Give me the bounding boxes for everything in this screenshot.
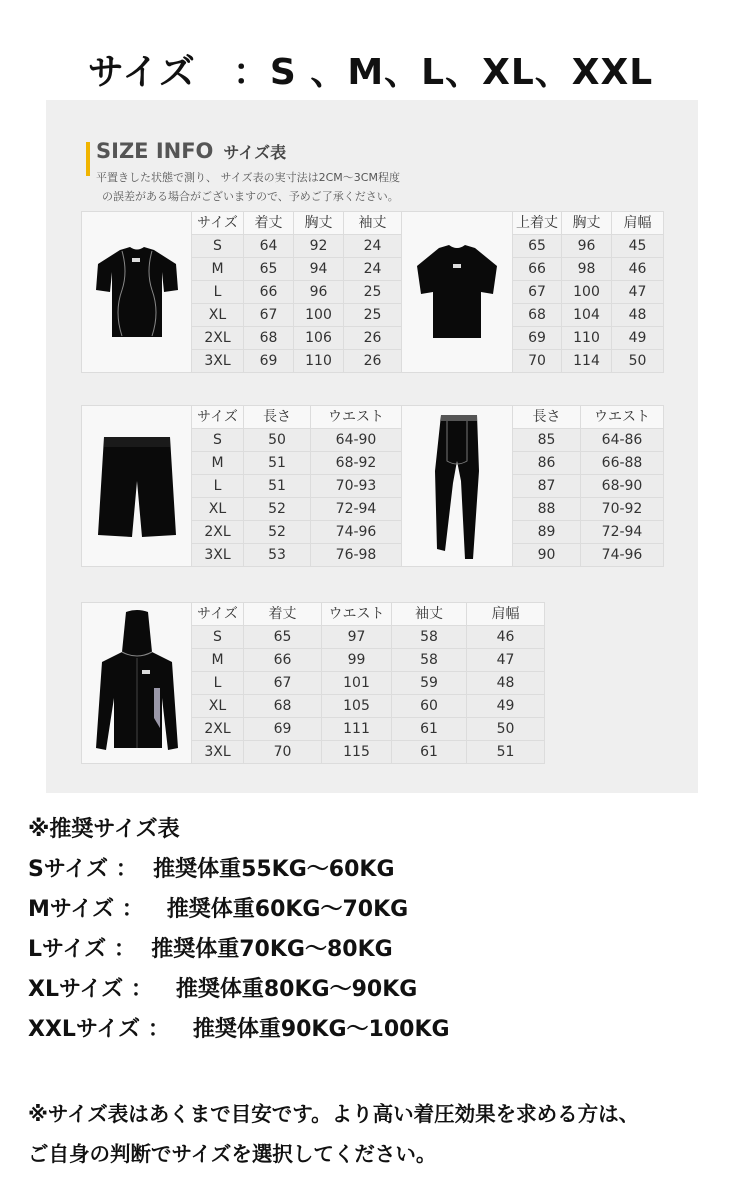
cell: 64-90: [311, 429, 402, 452]
cell: 53: [244, 544, 311, 567]
cell: 68: [244, 695, 322, 718]
cell: 60: [392, 695, 467, 718]
cell: 64-86: [581, 429, 664, 452]
cell: 88: [513, 498, 581, 521]
cell: 100: [562, 281, 612, 304]
cell: 70: [513, 350, 562, 373]
col-header: 長さ: [513, 406, 581, 429]
cell: 101: [322, 672, 392, 695]
cell: 100: [294, 304, 344, 327]
cell: 85: [513, 429, 581, 452]
col-header: 肩幅: [467, 603, 545, 626]
cell: 110: [294, 350, 344, 373]
cell: 68: [513, 304, 562, 327]
cell: 2XL: [192, 521, 244, 544]
cell: 25: [344, 304, 402, 327]
cell: 2XL: [192, 718, 244, 741]
cell: 61: [392, 718, 467, 741]
cell: 99: [322, 649, 392, 672]
cell: 51: [244, 475, 311, 498]
accent-bar: [86, 142, 90, 176]
cell: 69: [244, 718, 322, 741]
measurement-note: [96, 168, 400, 206]
size-info-heading: [96, 139, 286, 163]
cell: 72-94: [581, 521, 664, 544]
cell: 58: [392, 649, 467, 672]
col-header: 袖丈: [392, 603, 467, 626]
cell: 47: [612, 281, 664, 304]
cell: 3XL: [192, 741, 244, 764]
cell: 3XL: [192, 350, 244, 373]
col-header: 胸丈: [294, 212, 344, 235]
cell: 51: [244, 452, 311, 475]
cell: 51: [467, 741, 545, 764]
cell: 25: [344, 281, 402, 304]
recommended-line-m: Mサイズ ： 推奨体重60KG～70KG: [28, 897, 409, 922]
cell: L: [192, 672, 244, 695]
cell: 70-92: [581, 498, 664, 521]
cell: 68: [244, 327, 294, 350]
col-header: 肩幅: [612, 212, 664, 235]
cell: 68-92: [311, 452, 402, 475]
cell: 48: [612, 304, 664, 327]
cell: 97: [322, 626, 392, 649]
cell: 2XL: [192, 327, 244, 350]
cell: 49: [467, 695, 545, 718]
size-info-heading-en: SIZE INFO: [96, 139, 214, 163]
recommended-heading: ※推奨サイズ表: [28, 817, 180, 842]
loose-tee-icon: [411, 242, 503, 342]
cell: 66: [244, 649, 322, 672]
cell: 87: [513, 475, 581, 498]
cell: 52: [244, 521, 311, 544]
size-info-heading-jp: サイズ表: [223, 143, 287, 162]
cell: 50: [467, 718, 545, 741]
tights-image: [402, 406, 513, 567]
hoodie-image: [82, 603, 192, 764]
cell: 98: [562, 258, 612, 281]
cell: XL: [192, 304, 244, 327]
cell: S: [192, 429, 244, 452]
cell: 50: [244, 429, 311, 452]
cell: 96: [562, 235, 612, 258]
cell: 65: [244, 626, 322, 649]
cell: 90: [513, 544, 581, 567]
cell: M: [192, 258, 244, 281]
size-table-bottoms: [81, 405, 664, 567]
cell: 70-93: [311, 475, 402, 498]
col-header: 上着丈: [513, 212, 562, 235]
cell: XL: [192, 498, 244, 521]
size-table-hoodie: [81, 602, 545, 764]
cell: L: [192, 475, 244, 498]
col-header: ウエスト: [322, 603, 392, 626]
cell: 64: [244, 235, 294, 258]
cell: 47: [467, 649, 545, 672]
recommended-line-xxl: XXLサイズ ： 推奨体重90KG～100KG: [28, 1017, 450, 1042]
recommended-size-list: [28, 810, 450, 1050]
cell: 76-98: [311, 544, 402, 567]
cell: 66: [513, 258, 562, 281]
cell: 74-96: [311, 521, 402, 544]
col-header: 袖丈: [344, 212, 402, 235]
recommended-line-xl: XLサイズ ： 推奨体重80KG～90KG: [28, 977, 418, 1002]
tights-icon: [427, 411, 487, 561]
cell: 45: [612, 235, 664, 258]
cell: 26: [344, 327, 402, 350]
measurement-note-line1: 平置きした状態で測り、 サイズ表の実寸法は2CM～3CM程度: [96, 171, 400, 184]
col-header: サイズ: [192, 603, 244, 626]
cell: 3XL: [192, 544, 244, 567]
hoodie-icon: [92, 608, 182, 758]
recommended-line-s: Sサイズ ： 推奨体重55KG～60KG: [28, 857, 395, 882]
cell: 49: [612, 327, 664, 350]
cell: 48: [467, 672, 545, 695]
col-header: 着丈: [244, 603, 322, 626]
col-header: 着丈: [244, 212, 294, 235]
cell: 61: [392, 741, 467, 764]
cell: 94: [294, 258, 344, 281]
disclaimer-line2: ご自身の判断でサイズを選択してください。: [28, 1142, 437, 1166]
cell: 96: [294, 281, 344, 304]
col-header: ウエスト: [311, 406, 402, 429]
cell: 66-88: [581, 452, 664, 475]
cell: 68-90: [581, 475, 664, 498]
cell: 65: [513, 235, 562, 258]
cell: 111: [322, 718, 392, 741]
cell: 72-94: [311, 498, 402, 521]
disclaimer-line1: ※サイズ表はあくまで目安です。より高い着圧効果を求める方は、: [28, 1102, 640, 1126]
cell: 74-96: [581, 544, 664, 567]
cell: 67: [244, 304, 294, 327]
col-header: サイズ: [192, 212, 244, 235]
cell: 65: [244, 258, 294, 281]
cell: L: [192, 281, 244, 304]
cell: 50: [612, 350, 664, 373]
col-header: 胸丈: [562, 212, 612, 235]
cell: 66: [244, 281, 294, 304]
cell: 89: [513, 521, 581, 544]
cell: S: [192, 235, 244, 258]
cell: 92: [294, 235, 344, 258]
cell: 59: [392, 672, 467, 695]
cell: S: [192, 626, 244, 649]
shorts-icon: [94, 431, 180, 541]
cell: M: [192, 452, 244, 475]
cell: 106: [294, 327, 344, 350]
compression-shirt-icon: [92, 242, 182, 342]
cell: 46: [467, 626, 545, 649]
col-header: 長さ: [244, 406, 311, 429]
cell: 86: [513, 452, 581, 475]
cell: 67: [244, 672, 322, 695]
recommended-line-l: Lサイズ ： 推奨体重70KG～80KG: [28, 937, 393, 962]
cell: 24: [344, 235, 402, 258]
cell: 26: [344, 350, 402, 373]
cell: 52: [244, 498, 311, 521]
shorts-image: [82, 406, 192, 567]
cell: 46: [612, 258, 664, 281]
cell: 67: [513, 281, 562, 304]
cell: 114: [562, 350, 612, 373]
cell: 105: [322, 695, 392, 718]
cell: 104: [562, 304, 612, 327]
disclaimer: [28, 1094, 639, 1174]
compression-shirt-image: [82, 212, 192, 373]
col-header: サイズ: [192, 406, 244, 429]
cell: 69: [244, 350, 294, 373]
cell: 24: [344, 258, 402, 281]
loose-tee-image: [402, 212, 513, 373]
cell: 110: [562, 327, 612, 350]
cell: M: [192, 649, 244, 672]
col-header: ウエスト: [581, 406, 664, 429]
size-table-shirts: [81, 211, 664, 373]
measurement-note-line2: の誤差がある場合がございますので、予めご了承ください。: [102, 190, 399, 203]
cell: 69: [513, 327, 562, 350]
cell: 70: [244, 741, 322, 764]
cell: 115: [322, 741, 392, 764]
cell: 58: [392, 626, 467, 649]
cell: XL: [192, 695, 244, 718]
page-title: サイズ ：S 、M、L、XL、XXL: [87, 52, 654, 93]
